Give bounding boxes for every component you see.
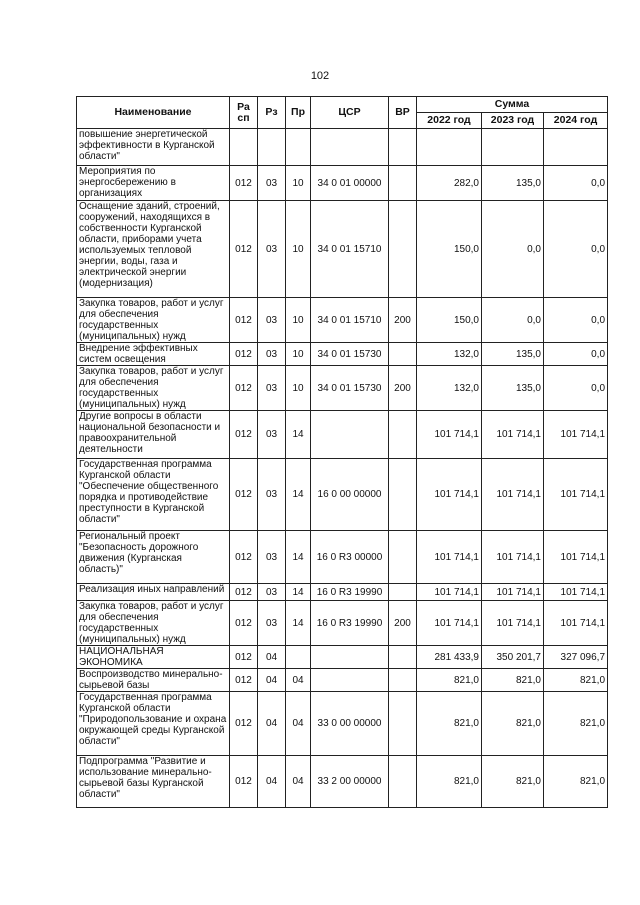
row-amount-2024: 0,0 [544,166,608,201]
header-year-2023: 2023 год [482,113,544,129]
row-name: Внедрение эффективных систем освещения [77,343,230,366]
row-amount-2024: 821,0 [544,669,608,692]
row-amount-2022: 282,0 [417,166,482,201]
row-amount-2024: 821,0 [544,756,608,808]
row-rz: 03 [258,166,286,201]
row-pr: 10 [286,366,311,411]
row-rz: 03 [258,459,286,531]
row-vr: 200 [389,366,417,411]
table-row [77,756,608,808]
row-amount-2022: 132,0 [417,343,482,366]
row-rz: 03 [258,601,286,646]
row-amount-2024: 327 096,7 [544,646,608,669]
row-amount-2023: 0,0 [482,298,544,343]
row-rz: 04 [258,692,286,756]
row-csr [311,411,389,459]
row-name: Закупка товаров, работ и услуг для обеспечения государственных (муниципальных) нужд [77,298,230,343]
row-amount-2022: 101 714,1 [417,601,482,646]
row-rasp: 012 [230,646,258,669]
row-rasp: 012 [230,692,258,756]
row-rasp: 012 [230,201,258,298]
row-name: Другие вопросы в области национальной безопасности и правоохранительной деятельности [77,411,230,459]
row-rasp: 012 [230,531,258,584]
table-row [77,692,608,756]
row-pr: 10 [286,343,311,366]
row-csr: 16 0 00 00000 [311,459,389,531]
row-name: Мероприятия по энергосбережению в организациях [77,166,230,201]
row-amount-2023: 350 201,7 [482,646,544,669]
row-rz: 04 [258,756,286,808]
row-name: Государственная программа Курганской области "Обеспечение общественного порядка и противодействие преступности в Курганской области" [77,459,230,531]
row-amount-2024 [544,129,608,166]
row-vr [389,531,417,584]
row-amount-2022: 101 714,1 [417,584,482,601]
row-csr: 34 0 01 15730 [311,366,389,411]
row-rz: 03 [258,531,286,584]
row-name: Воспроизводство минерально-сырьевой базы [77,669,230,692]
row-amount-2023: 821,0 [482,669,544,692]
header-sum: Сумма [417,97,608,113]
row-amount-2024: 0,0 [544,298,608,343]
row-name: Оснащение зданий, строений, сооружений, находящихся в собственности Курганской области, приборами учета используемых тепловой энергии, воды, газа и электрической энергии (модернизация) [77,201,230,298]
row-rz: 03 [258,201,286,298]
row-amount-2022 [417,129,482,166]
row-csr: 34 0 01 00000 [311,166,389,201]
row-amount-2024: 101 714,1 [544,584,608,601]
row-name: Подпрограмма "Развитие и использование минерально-сырьевой базы Курганской области" [77,756,230,808]
row-amount-2022: 132,0 [417,366,482,411]
row-name: НАЦИОНАЛЬНАЯ ЭКОНОМИКА [77,646,230,669]
row-pr: 10 [286,201,311,298]
row-vr [389,166,417,201]
row-amount-2022: 821,0 [417,692,482,756]
row-name: Закупка товаров, работ и услуг для обеспечения государственных (муниципальных) нужд [77,601,230,646]
row-rasp: 012 [230,366,258,411]
row-amount-2024: 101 714,1 [544,459,608,531]
header-csr: ЦСР [311,97,389,129]
row-csr: 33 0 00 00000 [311,692,389,756]
row-pr: 14 [286,411,311,459]
row-csr: 16 0 R3 00000 [311,531,389,584]
row-vr: 200 [389,298,417,343]
header-pr: Пр [286,97,311,129]
row-vr [389,669,417,692]
row-name: Закупка товаров, работ и услуг для обеспечения государственных (муниципальных) нужд [77,366,230,411]
row-pr: 04 [286,756,311,808]
row-vr [389,692,417,756]
table-row [77,166,608,201]
row-rz: 03 [258,298,286,343]
row-pr: 14 [286,601,311,646]
row-amount-2023: 101 714,1 [482,584,544,601]
row-rasp: 012 [230,601,258,646]
header-year-2024: 2024 год [544,113,608,129]
row-amount-2024: 101 714,1 [544,411,608,459]
row-csr: 34 0 01 15710 [311,298,389,343]
header-name: Наименование [77,97,230,129]
row-amount-2022: 821,0 [417,669,482,692]
row-amount-2023: 821,0 [482,756,544,808]
row-pr: 04 [286,692,311,756]
row-amount-2023: 135,0 [482,166,544,201]
row-vr [389,756,417,808]
row-pr: 14 [286,531,311,584]
row-amount-2022: 150,0 [417,201,482,298]
row-rz: 04 [258,669,286,692]
row-name: повышение энергетической эффективности в Курганской области" [77,129,230,166]
row-rasp: 012 [230,584,258,601]
row-amount-2023: 0,0 [482,201,544,298]
header-year-2022: 2022 год [417,113,482,129]
table-row [77,669,608,692]
row-csr: 33 2 00 00000 [311,756,389,808]
row-amount-2023 [482,129,544,166]
row-rz: 03 [258,584,286,601]
row-amount-2022: 101 714,1 [417,531,482,584]
table-row [77,531,608,584]
row-amount-2023: 101 714,1 [482,531,544,584]
row-rasp: 012 [230,459,258,531]
header-rasp: Ра сп [230,97,258,129]
table-row [77,298,608,343]
row-amount-2024: 0,0 [544,201,608,298]
row-rasp: 012 [230,669,258,692]
table-row [77,343,608,366]
row-amount-2023: 135,0 [482,366,544,411]
table-row [77,584,608,601]
row-rasp: 012 [230,298,258,343]
row-vr [389,201,417,298]
table-row [77,366,608,411]
row-csr: 16 0 R3 19990 [311,601,389,646]
row-amount-2022: 150,0 [417,298,482,343]
table-row [77,601,608,646]
row-rz: 04 [258,646,286,669]
row-rasp: 012 [230,756,258,808]
table-row [77,201,608,298]
row-vr [389,411,417,459]
row-amount-2023: 135,0 [482,343,544,366]
row-rz: 03 [258,411,286,459]
table-body [77,129,608,808]
row-rz: 03 [258,343,286,366]
row-amount-2024: 0,0 [544,366,608,411]
row-amount-2022: 101 714,1 [417,459,482,531]
row-name: Государственная программа Курганской области "Природопользование и охрана окружающей среды Курганской области" [77,692,230,756]
row-amount-2022: 821,0 [417,756,482,808]
row-rasp: 012 [230,166,258,201]
row-vr [389,646,417,669]
row-csr [311,669,389,692]
row-rasp: 012 [230,411,258,459]
row-vr [389,343,417,366]
row-name: Реализация иных направлений [77,584,230,601]
budget-table [76,96,608,808]
row-amount-2023: 101 714,1 [482,411,544,459]
row-rz [258,129,286,166]
row-amount-2023: 101 714,1 [482,459,544,531]
row-pr: 14 [286,459,311,531]
header-rz: Рз [258,97,286,129]
row-rz: 03 [258,366,286,411]
row-pr: 14 [286,584,311,601]
row-vr [389,459,417,531]
row-csr: 34 0 01 15730 [311,343,389,366]
row-amount-2022: 101 714,1 [417,411,482,459]
row-vr: 200 [389,601,417,646]
row-csr: 16 0 R3 19990 [311,584,389,601]
row-amount-2023: 821,0 [482,692,544,756]
row-pr [286,129,311,166]
row-rasp [230,129,258,166]
row-csr [311,646,389,669]
row-name: Региональный проект "Безопасность дорожного движения (Курганская область)" [77,531,230,584]
table-row [77,459,608,531]
row-amount-2024: 0,0 [544,343,608,366]
row-pr: 10 [286,298,311,343]
row-vr [389,129,417,166]
row-pr: 04 [286,669,311,692]
row-csr [311,129,389,166]
table-row [77,646,608,669]
row-pr: 10 [286,166,311,201]
row-amount-2024: 101 714,1 [544,601,608,646]
header-vr: ВР [389,97,417,129]
row-vr [389,584,417,601]
table-row [77,129,608,166]
page-number: 102 [310,70,330,82]
row-amount-2023: 101 714,1 [482,601,544,646]
row-amount-2024: 101 714,1 [544,531,608,584]
table-row [77,411,608,459]
row-amount-2022: 281 433,9 [417,646,482,669]
row-csr: 34 0 01 15710 [311,201,389,298]
row-amount-2024: 821,0 [544,692,608,756]
row-rasp: 012 [230,343,258,366]
row-pr [286,646,311,669]
